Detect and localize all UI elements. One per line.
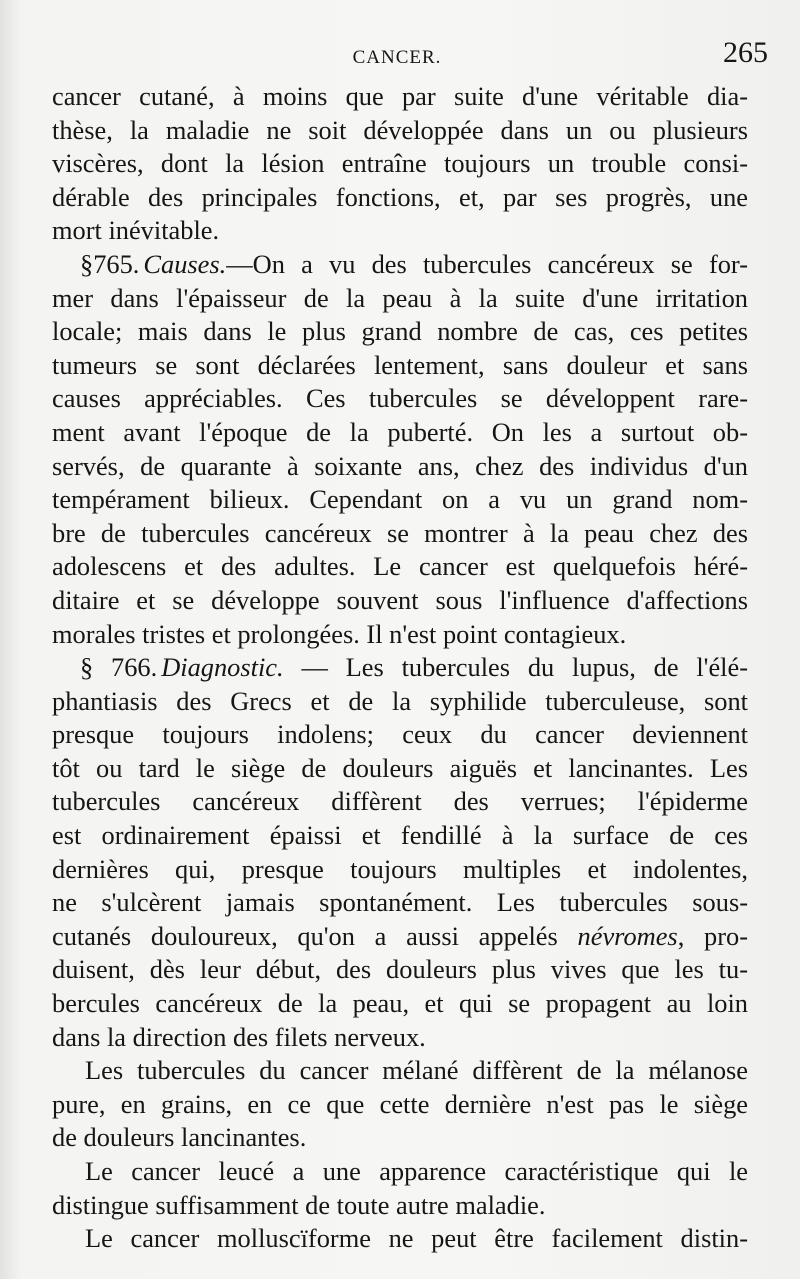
text-fragment: , pro- [677,920,748,951]
text-line: bercules cancéreux de la peau, et qui se propagent au loin [52,988,748,1019]
text-line: mer dans l'épaisseur de la peau à la suite d'une irritation [52,282,748,313]
text-line: viscères, dont la lésion entraîne toujours un trouble consi- [52,148,748,179]
section-number: § 766. [80,652,158,683]
text-line: cancer cutané, à moins que par suite d'une véritable dia- [52,81,748,111]
text-line: locale; mais dans le plus grand nombre de cas, ces petites [52,316,748,347]
text-line: dernières qui, presque toujours multiples et indolentes, [52,853,748,884]
text-line: distingue suffisamment de toute autre maladie. [52,1189,546,1220]
running-head: CANCER. [352,47,442,68]
text-line: de douleurs lancinantes. [52,1122,307,1153]
text-line: pure, en grains, en ce que cette dernière n'est pas le siège [52,1088,748,1119]
text-line: phantiasis des Grecs et de la syphilide tuberculeuse, sont [52,685,748,716]
text-line: tubercules cancéreux diffèrent des verrues; l'épiderme [52,786,748,817]
text-line: ment avant l'époque de la puberté. On les a surtout ob- [52,416,748,447]
section-title: Causes. [143,248,227,279]
section-text: —On a vu des tubercules cancéreux se for- [226,248,748,279]
text-line: presque toujours indolens; ceux du cancer deviennent [52,719,748,750]
text-line: dérable des principales fonctions, et, par ses progrès, une [52,181,748,212]
section-number: §765. [80,248,140,279]
body-text [52,80,748,1256]
text-line: causes appréciables. Ces tubercules se développent rare- [52,383,748,414]
italic-term: névromes [577,920,678,951]
text-line-with-term [52,920,748,954]
text-line: Les tubercules du cancer mélané diffèrent de la mélanose [85,1055,748,1086]
text-line: thèse, la maladie ne soit développée dans un ou plusieurs [52,114,748,145]
text-line: Le cancer molluscïforme ne peut être facilement distin- [85,1223,748,1254]
text-line: dans la direction des filets nerveux. [52,1021,426,1052]
text-line: est ordinairement épaissi et fendillé à la surface de ces [52,820,748,851]
section-766-heading-line [52,651,748,685]
text-line: tôt ou tard le siège de douleurs aiguës et lancinantes. Les [52,752,748,783]
page-number: 265 [723,36,768,69]
text-line: tumeurs se sont déclarées lentement, sans douleur et sans [52,349,748,380]
text-line: bre de tubercules cancéreux se montrer à la peau chez des [52,517,748,548]
text-line: morales tristes et prolongées. Il n'est point contagieux. [52,618,627,649]
text-fragment: cutanés douloureux, qu'on a aussi appelés [52,920,578,951]
text-line: mort inévitable. [52,215,220,246]
section-765-heading-line [52,248,748,282]
text-line: servés, de quarante à soixante ans, chez des individus d'un [52,450,748,481]
text-line: tempérament bilieux. Cependant on a vu un grand nom- [52,484,748,515]
text-line: duisent, dès leur début, des douleurs plus vives que les tu- [52,954,748,985]
text-line: ne s'ulcèrent jamais spontanément. Les tubercules sous- [52,887,748,918]
section-title: Diagnostic. [161,652,284,683]
text-line: adolescens et des adultes. Le cancer est quelquefois héré- [52,551,748,582]
section-text: — Les tubercules du lupus, de l'élé- [283,652,748,683]
text-line: ditaire et se développe souvent sous l'influence d'affections [52,584,748,615]
text-line: Le cancer leucé a une apparence caractéristique qui le [85,1156,748,1186]
